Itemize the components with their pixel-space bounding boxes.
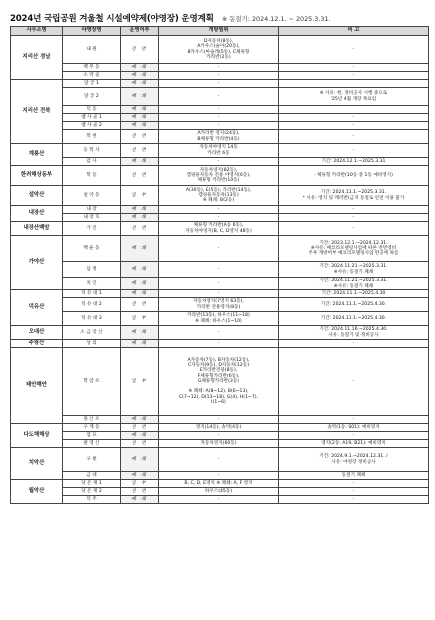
- table-row: [11, 416, 429, 424]
- table-row: [11, 472, 429, 480]
- operation-status: 폐 쇄: [121, 72, 159, 80]
- campsite-name: 내 장 호: [63, 214, 121, 222]
- operation-status: 폐 쇄: [121, 416, 159, 424]
- remarks: 기간: 2024.11.1.~2025.3.31. * 사유: 영지 및 캐러반(금지 동절로 안전 이용 불가: [279, 186, 429, 206]
- park-office-name: 주왕산: [11, 340, 63, 348]
- operation-status: 폐 쇄: [121, 122, 159, 130]
- park-office-name: 가야산: [11, 236, 63, 290]
- open-scope: -: [159, 206, 279, 214]
- campsite-name: 설 악 동: [63, 186, 121, 206]
- open-scope: -: [159, 472, 279, 480]
- campsite-name: 치 인: [63, 278, 121, 290]
- remarks: -: [279, 432, 429, 440]
- campsite-name: 뱀 사 골 1: [63, 114, 121, 122]
- open-scope: -: [159, 432, 279, 440]
- remarks: -: [279, 64, 429, 72]
- open-scope: B, C, D, E영지 ※ 폐쇄: A, F 영지: [159, 480, 279, 488]
- header-campsite: 야영장명: [63, 27, 121, 36]
- park-office-name: 계룡산: [11, 144, 63, 166]
- campsite-name: 소 막 골: [63, 72, 121, 80]
- remarks: -: [279, 416, 429, 424]
- remarks: -: [279, 214, 429, 222]
- operation-status: 폐 쇄: [121, 106, 159, 114]
- remarks: 기간: 2024.11.21.~2025.3.31. ※사유: 동절기 폐쇄: [279, 278, 429, 290]
- park-office-name: 태안해안: [11, 348, 63, 424]
- campsite-name: 내 원: [63, 36, 121, 64]
- remarks: -: [279, 72, 429, 80]
- campsite-name: 덕 유 대 3: [63, 312, 121, 326]
- open-scope: -: [159, 496, 279, 504]
- remarks: 기간: 2023.12.1.~2024.12.31. ※사유: 예코리모델링사업에 따른 전면영비 주후 개방여부 예코리모델링사업 완공에 따름: [279, 236, 429, 262]
- table-row: [11, 312, 429, 326]
- remarks: -: [279, 496, 429, 504]
- campsite-schedule-table: [10, 26, 429, 504]
- park-office-name: 설악산: [11, 186, 63, 206]
- operation-status: 전 면: [121, 166, 159, 186]
- park-office-name: 월악산: [11, 480, 63, 504]
- operation-status: 전 면: [121, 130, 159, 144]
- campsite-name: 동 학 사: [63, 144, 121, 158]
- remarks: -: [279, 488, 429, 496]
- campsite-name: 덕 동: [63, 106, 121, 114]
- operation-status: 폐 쇄: [121, 114, 159, 122]
- table-row: [11, 496, 429, 504]
- table-row: [11, 186, 429, 206]
- open-scope: -: [159, 326, 279, 340]
- park-office-name: 내장산: [11, 206, 63, 222]
- remarks: -: [279, 480, 429, 488]
- remarks: 솔막(1동: S01): 예비영지: [279, 424, 429, 432]
- campsite-name: 달 궁 1: [63, 80, 121, 88]
- table-row: [11, 488, 429, 496]
- header-office: 사무소명: [11, 27, 63, 36]
- table-row: [11, 64, 429, 72]
- open-scope: -: [159, 278, 279, 290]
- campsite-name: 덕 유 대 2: [63, 298, 121, 312]
- remarks: 영지(2동: A19, B21): 예비영지: [279, 440, 429, 448]
- open-scope: -: [159, 72, 279, 80]
- table-row: [11, 262, 429, 278]
- open-scope: -: [159, 448, 279, 472]
- campsite-name: 닷 돈 재 2: [63, 488, 121, 496]
- table-body: [11, 36, 429, 504]
- operation-status: 폐 쇄: [121, 278, 159, 290]
- park-office-name: 오대산: [11, 326, 63, 340]
- operation-status: 전 면: [121, 144, 159, 158]
- table-row: [11, 36, 429, 64]
- table-row: [11, 440, 429, 448]
- open-scope: -: [159, 416, 279, 424]
- open-scope: 체류형 카라반(A동 6동), 자동차야영지(B, C, D영지 48동): [159, 222, 279, 236]
- campsite-name: 구 룡: [63, 448, 121, 472]
- campsite-name: 가 인: [63, 222, 121, 236]
- operation-status: 전 면: [121, 440, 159, 448]
- remarks: 기간: 2024.11.1.~2025.4.30: [279, 290, 429, 298]
- campsite-name: 닷 돈 재 1: [63, 480, 121, 488]
- open-scope: A카라반 영지(24동), B체류형 카라반(4동): [159, 130, 279, 144]
- campsite-name: 갑 사: [63, 158, 121, 166]
- open-scope: -: [159, 106, 279, 114]
- open-scope: -: [159, 290, 279, 298]
- table-row: [11, 214, 429, 222]
- campsite-name: 백 운 동: [63, 236, 121, 262]
- operation-status: 일 부: [121, 348, 159, 416]
- table-row: [11, 106, 429, 114]
- park-office-name: 지리산 전북: [11, 80, 63, 144]
- campsite-name: 학 동: [63, 166, 121, 186]
- open-scope: 자동차영지(7영지 63동), 카라반 전용영지(8동): [159, 298, 279, 312]
- document-title-row: [10, 6, 430, 22]
- open-scope: A자동차(7동), B자동차(12동), C자동차(9동), D자동차(12동) E카라반전용(8동), F체류형카라반(6동), G체류형카라반(3동) ※ 폐쇄: A(8~12), B(6~13), C(7~12), D(13~18), G(4), H(1~7), I(1~6): [159, 348, 279, 416]
- remarks: ※ 사유: 현, 정비공사 시행 중으로 '25년 4월 개장 목표임: [279, 88, 429, 106]
- header-remarks: 비 고: [279, 27, 429, 36]
- remarks: -: [279, 36, 429, 64]
- operation-status: 전 면: [121, 36, 159, 64]
- table-row: [11, 80, 429, 88]
- campsite-name: 상 의: [63, 340, 121, 348]
- park-office-name: 지리산 경남: [11, 36, 63, 80]
- table-row: [11, 130, 429, 144]
- campsite-name: 백 무 동: [63, 64, 121, 72]
- open-scope: -: [159, 262, 279, 278]
- table-row: [11, 448, 429, 472]
- operation-status: 전 면: [121, 222, 159, 236]
- table-row: [11, 158, 429, 166]
- campsite-name: 덕 주: [63, 496, 121, 504]
- remarks: 기간: 2024.11.16.~2025.4.30. 사유: 동절기 및 정비공사: [279, 326, 429, 340]
- park-office-name: 다도해해상: [11, 424, 63, 448]
- campsite-name: 소 금 강 산: [63, 326, 121, 340]
- operation-status: 폐 쇄: [121, 262, 159, 278]
- remarks: 기간: 2024.11.1.~2025.4.30.: [279, 312, 429, 326]
- operation-status: 일 부: [121, 186, 159, 206]
- remarks: -: [279, 122, 429, 130]
- open-scope: -: [159, 340, 279, 348]
- header-operation: 운영여부: [121, 27, 159, 36]
- campsite-name: 몽 산 포: [63, 416, 121, 424]
- operation-status: 폐 쇄: [121, 64, 159, 72]
- table-row: [11, 326, 429, 340]
- operation-status: 폐 쇄: [121, 496, 159, 504]
- document-title: 2024년 국립공원 겨울철 시설예약제(야영장) 운영계획: [10, 14, 214, 24]
- park-office-name: 덕유산: [11, 290, 63, 326]
- park-office-name: 한려해상동부: [11, 166, 63, 186]
- operation-status: 폐 쇄: [121, 448, 159, 472]
- open-scope: 카라반(13동), 하우스(11~18) ※ 폐쇄: 하우스(1~10): [159, 312, 279, 326]
- operation-status: 폐 쇄: [121, 214, 159, 222]
- campsite-name: 달 궁 2: [63, 88, 121, 106]
- open-scope: -: [159, 80, 279, 88]
- open-scope: -: [159, 64, 279, 72]
- remarks: · 체류형 카라반(10동 중 1동 예비영지): [279, 166, 429, 186]
- open-scope: 자동차야영지 14동 카라반 6동: [159, 144, 279, 158]
- table-row: [11, 222, 429, 236]
- open-scope: 하우스(45동): [159, 488, 279, 496]
- table-row: [11, 480, 429, 488]
- table-header-row: [11, 27, 429, 36]
- remarks: 기간: 2024.11.21.~2025.3.31. ※사유: 동절기 폐쇄: [279, 262, 429, 278]
- campsite-name: 학 암 포: [63, 348, 121, 416]
- operation-status: 일 부: [121, 312, 159, 326]
- operation-status: 폐 쇄: [121, 432, 159, 440]
- table-row: [11, 72, 429, 80]
- open-scope: -: [159, 236, 279, 262]
- remarks: -: [279, 340, 429, 348]
- open-scope: -: [159, 88, 279, 106]
- open-scope: -: [159, 122, 279, 130]
- table-row: [11, 278, 429, 290]
- operation-status: 일 부: [121, 480, 159, 488]
- remarks: [279, 106, 429, 114]
- table-row: [11, 348, 429, 416]
- table-row: [11, 88, 429, 106]
- winter-period-note: ※ 동절기: 2024.12.1. ~ 2025.3.31.: [221, 15, 331, 23]
- remarks: -: [279, 144, 429, 158]
- operation-status: 폐 쇄: [121, 290, 159, 298]
- open-scope: A(30동), E(5동), 카라반(14동), 캠핑용자동차(13동) ※ 폐쇄: B(2동): [159, 186, 279, 206]
- operation-status: 전 면: [121, 298, 159, 312]
- campsite-name: 팔 영 산: [63, 440, 121, 448]
- remarks: -: [279, 130, 429, 144]
- operation-status: 폐 쇄: [121, 472, 159, 480]
- open-scope: -: [159, 114, 279, 122]
- campsite-name: 구 계 등: [63, 424, 121, 432]
- operation-status: 폐 쇄: [121, 80, 159, 88]
- table-row: [11, 114, 429, 122]
- park-office-name: 내장산백암: [11, 222, 63, 236]
- operation-status: 폐 쇄: [121, 206, 159, 214]
- remarks: -: [279, 348, 429, 416]
- table-row: [11, 144, 429, 158]
- campsite-name: 삼 정: [63, 262, 121, 278]
- campsite-name: 학 천: [63, 130, 121, 144]
- table-row: [11, 236, 429, 262]
- table-row: [11, 290, 429, 298]
- table-row: [11, 122, 429, 130]
- open-scope: 자동차영지(60동): [159, 440, 279, 448]
- remarks: 기간: 2024.12.1.~2025.3.31: [279, 158, 429, 166]
- table-row: [11, 424, 429, 432]
- operation-status: 전 면: [121, 424, 159, 432]
- open-scope: 자동차영지(82동), 캠핑용자동차 전용 야영지(6동), 체류형 카라반(10동): [159, 166, 279, 186]
- remarks: 기간: 2024.11.1.~2025.4.30.: [279, 298, 429, 312]
- operation-status: 전 면: [121, 488, 159, 496]
- table-row: [11, 206, 429, 214]
- campsite-name: 염 포: [63, 432, 121, 440]
- remarks: [279, 80, 429, 88]
- remarks: 기간: 2024.9.1.~2024.12.31. / 사유: 야영장 정비공사: [279, 448, 429, 472]
- header-scope: 개방범위: [159, 27, 279, 36]
- table-row: [11, 432, 429, 440]
- table-row: [11, 166, 429, 186]
- table-row: [11, 340, 429, 348]
- open-scope: -: [159, 214, 279, 222]
- campsite-name: 금 대: [63, 472, 121, 480]
- operation-status: 폐 쇄: [121, 158, 159, 166]
- remarks: -: [279, 222, 429, 236]
- remarks: 동절기 폐쇄: [279, 472, 429, 480]
- operation-status: 폐 쇄: [121, 326, 159, 340]
- campsite-name: 덕 유 대 1: [63, 290, 121, 298]
- operation-status: 폐 쇄: [121, 88, 159, 106]
- table-row: [11, 298, 429, 312]
- remarks: -: [279, 114, 429, 122]
- campsite-name: 내 장: [63, 206, 121, 214]
- operation-status: 폐 쇄: [121, 340, 159, 348]
- campsite-name: 뱀 사 골 2: [63, 122, 121, 130]
- park-office-name: 치악산: [11, 448, 63, 480]
- open-scope: D자동차(8동), A카우스(슬아(20동), 8카우스(마슬캐(5동), C체류형 카라반(2동): [159, 36, 279, 64]
- open-scope: 영지(14동), 솔막(4동): [159, 424, 279, 432]
- open-scope: -: [159, 158, 279, 166]
- remarks: -: [279, 206, 429, 214]
- operation-status: 폐 쇄: [121, 236, 159, 262]
